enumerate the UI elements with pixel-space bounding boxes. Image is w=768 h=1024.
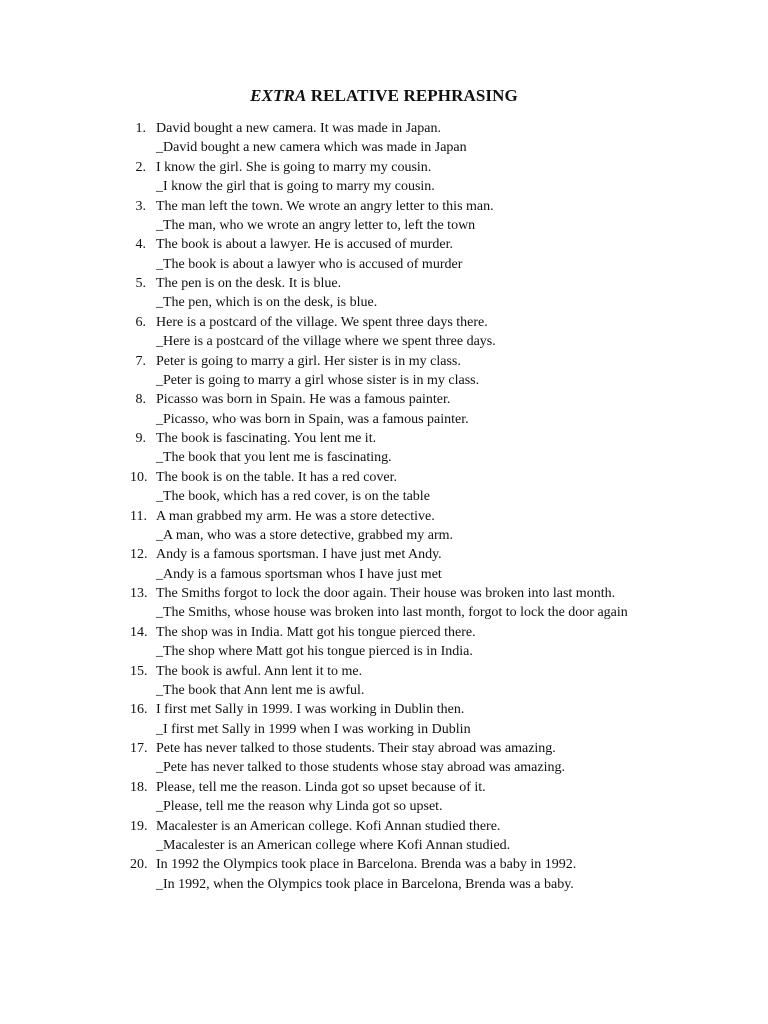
exercise-answer: _The book, which has a red cover, is on the table: [156, 489, 430, 505]
exercise-item: [0, 468, 768, 507]
exercise-prompt: The book is awful. Ann lent it to me.: [156, 663, 363, 679]
exercise-answer: _Andy is a famous sportsman whos I have just met: [156, 566, 442, 582]
exercise-prompt: The book is about a lawyer. He is accused of murder.: [156, 237, 454, 253]
page-title: [0, 86, 768, 106]
exercise-number: 2.: [135, 159, 146, 175]
exercise-answer: _I know the girl that is going to marry my cousin.: [156, 179, 435, 195]
exercise-item: [0, 429, 768, 468]
exercise-number: 15.: [130, 663, 148, 679]
exercise-number: 1.: [135, 121, 146, 136]
exercise-number: 13.: [130, 586, 148, 601]
exercise-prompt: Andy is a famous sportsman. I have just met Andy.: [156, 547, 442, 563]
exercise-prompt: The book is fascinating. You lent me it.: [156, 431, 377, 446]
exercise-prompt: Please, tell me the reason. Linda got so upset because of it.: [156, 779, 486, 795]
exercise-answer: _Pete has never talked to those students whose stay abroad was amazing.: [156, 760, 566, 776]
exercise-number: 8.: [135, 392, 146, 408]
title-italic-word: EXTRA: [250, 86, 307, 105]
exercise-number: 19.: [130, 818, 148, 834]
exercise-item: [0, 274, 768, 313]
exercise-item: [0, 817, 768, 856]
exercise-item: [0, 507, 768, 546]
exercise-answer: _Here is a postcard of the village where we spent three days.: [156, 334, 496, 350]
exercise-prompt: Macalester is an American college. Kofi Annan studied there.: [156, 818, 501, 834]
exercise-number: 5.: [135, 276, 146, 291]
exercise-prompt: The book is on the table. It has a red cover.: [156, 469, 398, 485]
exercise-item: [0, 119, 768, 158]
exercise-number: 16.: [130, 702, 148, 718]
exercise-prompt: The pen is on the desk. It is blue.: [156, 276, 342, 291]
exercise-answer: _Picasso, who was born in Spain, was a famous painter.: [156, 411, 469, 427]
exercise-item: [0, 352, 768, 391]
exercise-list: [0, 119, 768, 894]
exercise-number: 18.: [130, 779, 148, 795]
exercise-answer: _The book that Ann lent me is awful.: [156, 682, 365, 698]
exercise-prompt: I first met Sally in 1999. I was working in Dublin then.: [156, 702, 465, 718]
exercise-answer: _The pen, which is on the desk, is blue.: [156, 295, 378, 311]
exercise-item: [0, 778, 768, 817]
exercise-answer: _Please, tell me the reason why Linda got so upset.: [156, 799, 443, 815]
exercise-number: 17.: [130, 741, 148, 756]
exercise-number: 10.: [130, 469, 148, 485]
exercise-number: 20.: [130, 857, 148, 873]
exercise-prompt: I know the girl. She is going to marry my cousin.: [156, 159, 432, 175]
exercise-prompt: Pete has never talked to those students. Their stay abroad was amazing.: [156, 741, 556, 756]
exercise-prompt: Picasso was born in Spain. He was a famous painter.: [156, 392, 451, 408]
exercise-prompt: Here is a postcard of the village. We spent three days there.: [156, 314, 488, 330]
exercise-answer: _Peter is going to marry a girl whose sister is in my class.: [156, 372, 480, 388]
exercise-answer: _The book is about a lawyer who is accused of murder: [156, 256, 463, 272]
exercise-answer: _The book that you lent me is fascinating.: [156, 450, 392, 466]
exercise-answer: _The Smiths, whose house was broken into last month, forgot to lock the door again: [156, 605, 628, 621]
exercise-item: [0, 313, 768, 352]
exercise-number: 7.: [135, 353, 146, 369]
exercise-answer: _Macalester is an American college where Kofi Annan studied.: [156, 837, 511, 853]
exercise-item: [0, 158, 768, 197]
exercise-number: 14.: [130, 624, 148, 640]
exercise-item: [0, 855, 768, 894]
exercise-number: 11.: [130, 508, 147, 524]
exercise-answer: _A man, who was a store detective, grabbed my arm.: [156, 527, 454, 543]
exercise-number: 9.: [135, 431, 146, 446]
exercise-prompt: In 1992 the Olympics took place in Barcelona. Brenda was a baby in 1992.: [156, 857, 577, 873]
exercise-number: 12.: [130, 547, 148, 563]
exercise-item: [0, 197, 768, 236]
exercise-item: [0, 739, 768, 778]
exercise-prompt: The shop was in India. Matt got his tongue pierced there.: [156, 624, 476, 640]
exercise-answer: _David bought a new camera which was made in Japan: [156, 140, 467, 156]
exercise-prompt: The man left the town. We wrote an angry letter to this man.: [156, 198, 494, 214]
exercise-item: [0, 235, 768, 274]
title-main-text: RELATIVE REPHRASING: [310, 86, 518, 105]
exercise-prompt: The Smiths forgot to lock the door again. Their house was broken into last month.: [156, 586, 616, 601]
exercise-answer: _I first met Sally in 1999 when I was working in Dublin: [156, 721, 471, 737]
exercise-number: 6.: [135, 314, 146, 330]
exercise-item: [0, 584, 768, 623]
exercise-item: [0, 390, 768, 429]
exercise-prompt: A man grabbed my arm. He was a store detective.: [156, 508, 435, 524]
exercise-item: [0, 700, 768, 739]
exercise-answer: _In 1992, when the Olympics took place in Barcelona, Brenda was a baby.: [156, 876, 574, 892]
exercise-answer: _The man, who we wrote an angry letter to, left the town: [156, 217, 476, 233]
exercise-number: 3.: [135, 198, 146, 214]
exercise-number: 4.: [135, 237, 146, 253]
exercise-item: [0, 545, 768, 584]
exercise-item: [0, 623, 768, 662]
exercise-answer: _The shop where Matt got his tongue pierced is in India.: [156, 644, 473, 660]
exercise-prompt: David bought a new camera. It was made in Japan.: [156, 121, 441, 136]
exercise-item: [0, 662, 768, 701]
exercise-prompt: Peter is going to marry a girl. Her sister is in my class.: [156, 353, 461, 369]
